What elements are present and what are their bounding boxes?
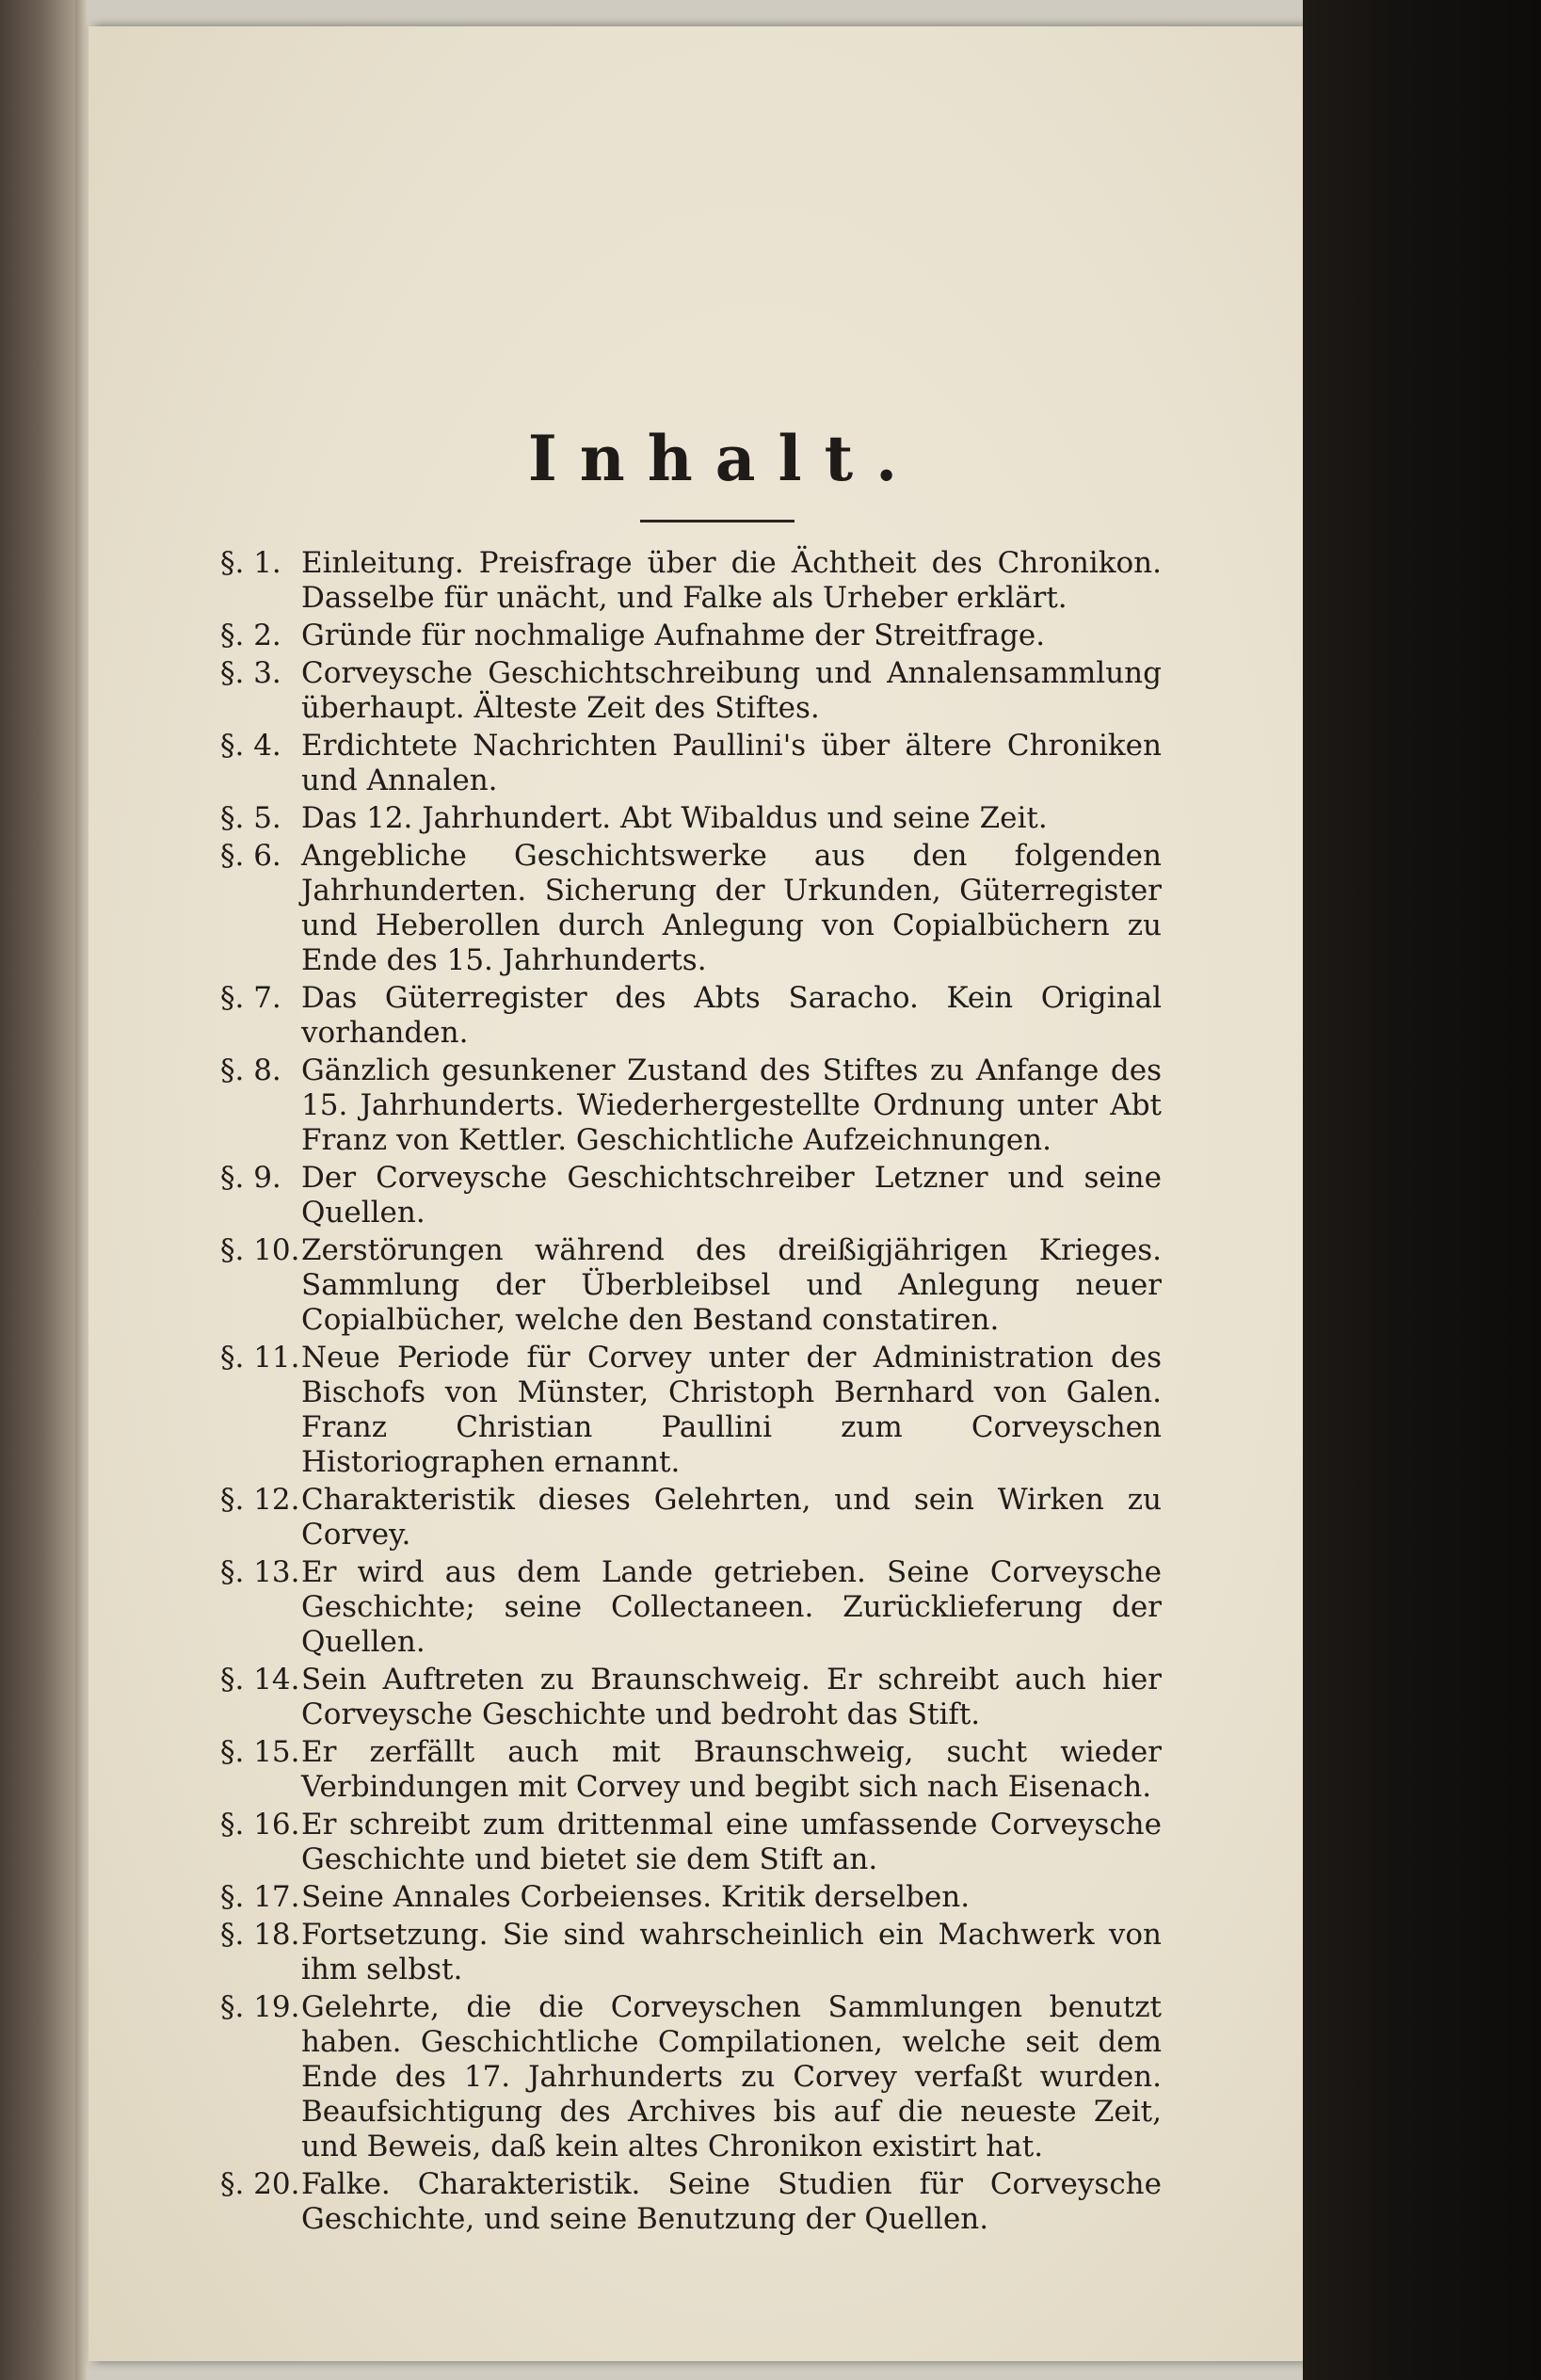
section-number: §. 14. [220,1663,300,1697]
toc-entry [220,981,1162,1051]
section-number: §. 20. [220,2167,300,2201]
toc-entry [220,1053,1162,1158]
section-number: §. 11. [220,1341,300,1375]
section-text: Das Güterregister des Abts Saracho. Kein Original vorhanden. [301,981,1162,1050]
table-of-contents [220,546,1162,2240]
section-text: Gründe für nochmalige Aufnahme der Streitfrage. [301,619,1046,652]
previous-page-edge [75,0,88,2380]
toc-entry [220,546,1162,616]
section-number: §. 2. [220,619,281,652]
section-number: §. 19. [220,1990,300,2024]
section-number: §. 1. [220,546,281,580]
section-number: §. 16. [220,1808,300,1841]
toc-entry [220,1233,1162,1338]
section-number: §. 3. [220,656,281,690]
toc-entry [220,729,1162,798]
section-number: §. 17. [220,1880,300,1914]
section-text: Sein Auftreten zu Braunschweig. Er schreibt auch hier Corveysche Geschichte und bedroht das Stift. [301,1663,1162,1731]
dark-background [1303,0,1541,2380]
toc-entry [220,1341,1162,1480]
section-text: Er wird aus dem Lande getrieben. Seine Corveysche Geschichte; seine Collectaneen. Zurücklieferung der Quellen. [301,1555,1162,1659]
toc-entry [220,1735,1162,1805]
section-number: §. 12. [220,1483,300,1517]
book-page [88,26,1303,2361]
section-number: §. 9. [220,1161,281,1195]
section-text: Er schreibt zum drittenmal eine umfassende Corveysche Geschichte und bietet sie dem Stift an. [301,1808,1162,1876]
toc-entry [220,1161,1162,1230]
page-title: Inhalt. [527,422,921,495]
section-text: Der Corveysche Geschichtschreiber Letzner und seine Quellen. [301,1161,1162,1230]
section-number: §. 6. [220,839,281,873]
section-text: Gelehrte, die die Corveyschen Sammlungen benutzt haben. Geschichtliche Compilationen, welche seit dem Ende des 17. Jahrhunderts zu Corvey verfaßt wurden. Beaufsichtigung des Archives bis auf die neueste Zeit, und Beweis, daß kein altes Chronikon existirt hat. [301,1990,1162,2163]
toc-entry [220,1918,1162,1987]
section-number: §. 5. [220,801,281,835]
section-text: Angebliche Geschichtswerke aus den folgenden Jahrhunderten. Sicherung der Urkunden, Güterregister und Heberollen durch Anlegung von Copialbüchern zu Ende des 15. Jahrhunderts. [301,839,1162,977]
section-text: Einleitung. Preisfrage über die Ächtheit des Chronikon. Dasselbe für unächt, und Falke als Urheber erklärt. [301,546,1162,615]
toc-entry [220,1990,1162,2164]
toc-entry [220,1483,1162,1552]
toc-entry [220,839,1162,978]
section-text: Gänzlich gesunkener Zustand des Stiftes zu Anfange des 15. Jahrhunderts. Wiederhergestellte Ordnung unter Abt Franz von Kettler. Geschichtliche Aufzeichnungen. [301,1053,1162,1157]
section-number: §. 7. [220,981,281,1015]
title-divider [640,520,795,523]
section-number: §. 4. [220,729,281,763]
toc-entry [220,656,1162,726]
section-text: Fortsetzung. Sie sind wahrscheinlich ein Machwerk von ihm selbst. [301,1918,1162,1986]
toc-entry [220,1555,1162,1660]
section-number: §. 15. [220,1735,300,1769]
section-number: §. 8. [220,1053,281,1087]
section-number: §. 13. [220,1555,300,1589]
section-text: Charakteristik dieses Gelehrten, und sein Wirken zu Corvey. [301,1483,1162,1552]
section-text: Neue Periode für Corvey unter der Administration des Bischofs von Münster, Christoph Bernhard von Galen. Franz Christian Paullini zum Corveyschen Historiographen ernannt. [301,1341,1162,1479]
section-text: Zerstörungen während des dreißigjährigen Krieges. Sammlung der Überbleibsel und Anlegung neuer Copialbücher, welche den Bestand constatiren. [301,1233,1162,1337]
toc-entry [220,1808,1162,1877]
toc-entry [220,619,1162,653]
section-number: §. 18. [220,1918,300,1952]
toc-entry [220,1880,1162,1915]
section-text: Seine Annales Corbeienses. Kritik derselben. [301,1880,971,1914]
section-text: Er zerfällt auch mit Braunschweig, sucht wieder Verbindungen mit Corvey und begibt sich nach Eisenach. [301,1735,1162,1804]
toc-entry [220,1663,1162,1732]
section-text: Falke. Charakteristik. Seine Studien für Corveysche Geschichte, und seine Benutzung der Quellen. [301,2167,1162,2236]
book-gutter [0,0,75,2380]
toc-entry [220,801,1162,836]
section-text: Erdichtete Nachrichten Paullini's über ältere Chroniken und Annalen. [301,729,1162,797]
section-text: Corveysche Geschichtschreibung und Annalensammlung überhaupt. Älteste Zeit des Stiftes. [301,656,1162,725]
section-number: §. 10. [220,1233,300,1267]
toc-entry [220,2167,1162,2237]
section-text: Das 12. Jahrhundert. Abt Wibaldus und seine Zeit. [301,801,1048,835]
